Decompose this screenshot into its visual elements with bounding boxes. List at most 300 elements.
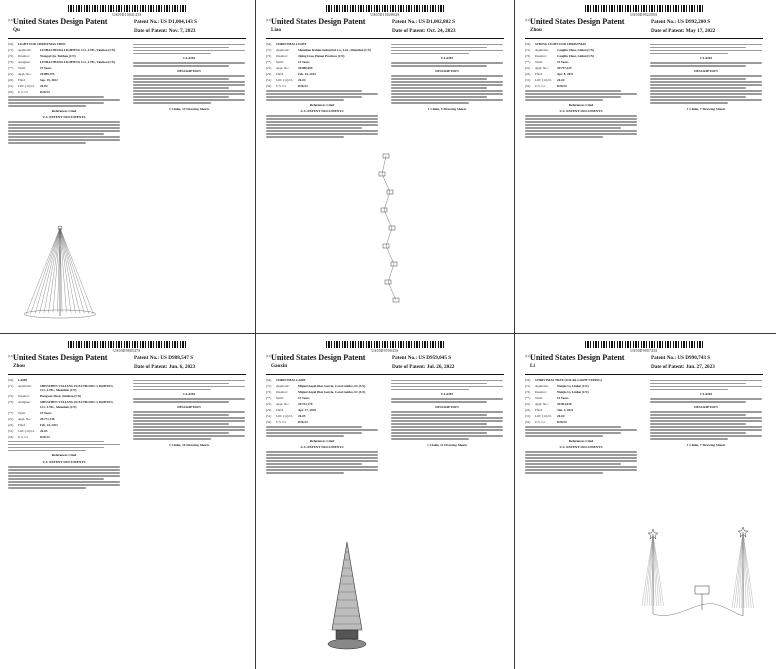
term-value: 15 Years <box>557 60 569 64</box>
text-line <box>525 127 621 129</box>
claim-heading: CLAIM <box>441 392 453 396</box>
text-line <box>525 136 603 138</box>
patent-number-row <box>392 355 451 361</box>
patent-number-row <box>134 355 193 361</box>
term-value: 15 Years <box>557 396 569 400</box>
text-line <box>650 432 746 434</box>
assignee-label: Assignee: <box>18 400 31 405</box>
inventor-value: Wangqi Qu, Taizhou (CN) <box>40 54 76 58</box>
text-line <box>525 118 637 120</box>
text-line <box>391 389 469 391</box>
loc-class-label: LOC (14) Cl. <box>276 78 294 82</box>
text-line <box>650 62 762 64</box>
claims-count: 1 Claim, 16 Drawing Sheets <box>168 442 210 447</box>
patent-number: US D990,743 S <box>677 355 711 361</box>
design-title <box>525 378 637 382</box>
text-line <box>391 414 487 416</box>
patent-page <box>260 2 510 328</box>
term-code: (**) <box>8 66 14 70</box>
patent-number-label: Patent No.: <box>651 355 677 361</box>
text-line <box>650 84 762 86</box>
term-label: Term: <box>18 66 26 70</box>
applicant-value: SHENZHEN YULIANG ELECTRONIC LIGHTING CO., LTD., Shenzhen (CN) <box>40 384 113 393</box>
text-line <box>266 127 362 129</box>
right-column <box>650 378 762 447</box>
application-number-value: 29/889,703 <box>40 72 55 76</box>
text-line <box>391 429 503 431</box>
text-line <box>8 121 120 123</box>
text-line <box>391 81 503 83</box>
text-line <box>525 96 621 98</box>
text-line <box>650 96 746 98</box>
term-value: 15 Years <box>40 66 52 70</box>
text-line <box>133 96 229 98</box>
claim-heading: CLAIM <box>183 56 195 60</box>
patent-date-label: Date of Patent: <box>651 364 685 370</box>
applicant-value: Shenzhen Kaidee Industrial Co., Ltd., Shenzhen (CN) <box>298 48 371 52</box>
assignee-code: (73) <box>8 400 14 405</box>
text-line <box>266 454 378 456</box>
text-line <box>8 136 120 138</box>
text-line <box>650 429 762 431</box>
text-line <box>391 53 469 55</box>
barcode <box>585 341 703 348</box>
inventor <box>266 390 378 394</box>
text-line <box>8 466 120 468</box>
text-line <box>391 417 503 419</box>
patent-number: US D959,045 S <box>418 355 452 361</box>
inventor-value: Jiping Liao, Henan Province (CN) <box>298 54 345 58</box>
us-class-code: (52) <box>8 90 14 94</box>
text-line <box>525 426 621 428</box>
term-code: (**) <box>8 410 14 415</box>
loc-class-label: LOC (14) Cl. <box>18 428 36 433</box>
left-column <box>266 378 378 475</box>
text-line <box>133 47 229 49</box>
text-line <box>133 87 229 89</box>
text-line <box>266 466 378 468</box>
text-line <box>525 472 603 474</box>
design-title <box>525 42 637 46</box>
us-documents-heading: U.S. PATENT DOCUMENTS <box>300 108 344 113</box>
filed-date-value: Sep. 19, 2022 <box>40 78 58 82</box>
text-line <box>391 423 487 425</box>
text-line <box>391 84 503 86</box>
applicant-code: (71) <box>266 48 272 52</box>
design-title-code: (54) <box>8 378 14 382</box>
barcode-number: US00D1002802S <box>370 13 400 17</box>
barcode-number: US00D1004143S <box>112 13 142 17</box>
text-line <box>650 435 762 437</box>
text-line <box>266 463 362 465</box>
patent-date: Nov. 7, 2023 <box>168 28 196 34</box>
inventor-label: Inventor: <box>18 394 30 399</box>
us-class-value: D26/24 <box>40 434 50 439</box>
inventor-label: Inventor: <box>276 390 288 394</box>
text-line <box>650 102 728 104</box>
loc-class-value: 26-04 <box>557 78 565 82</box>
patent-date: Jun. 6, 2023 <box>168 364 196 370</box>
loc-class-label: LOC (14) Cl. <box>535 414 553 418</box>
text-line <box>8 475 120 477</box>
loc-class <box>8 429 120 433</box>
application-number-label: Appl. No.: <box>18 72 32 76</box>
assignee <box>8 60 120 64</box>
application-number-code: (21) <box>266 402 272 406</box>
text-line <box>391 102 469 104</box>
applicant-label: Applicant: <box>18 384 32 388</box>
term-label: Term: <box>276 396 284 400</box>
text-line <box>133 411 245 413</box>
description-heading: DESCRIPTION <box>177 404 201 409</box>
text-line <box>391 96 487 98</box>
loc-class-code: (51) <box>266 78 272 82</box>
text-line <box>525 451 637 453</box>
loc-class-label: LOC (14) Cl. <box>276 414 294 418</box>
references-heading: References Cited <box>309 438 335 443</box>
us-class-label: U.S. Cl. <box>535 84 546 88</box>
inventor <box>8 54 120 58</box>
text-line <box>133 426 245 428</box>
text-line <box>391 62 503 64</box>
text-line <box>650 380 762 382</box>
filed-date-value: Feb. 24, 2021 <box>40 422 58 427</box>
inventor <box>525 390 637 394</box>
text-line <box>391 386 503 388</box>
filed-date-code: (22) <box>525 408 531 412</box>
text-line <box>8 469 120 471</box>
text-line <box>650 87 746 89</box>
text-line <box>391 398 503 400</box>
string-light-drawing <box>356 152 416 322</box>
us-class-code: (52) <box>266 420 272 424</box>
text-line <box>650 75 762 77</box>
column-divider <box>255 0 256 669</box>
loc-class <box>266 414 378 418</box>
loc-class-code: (51) <box>8 84 14 88</box>
text-line <box>391 78 487 80</box>
patent-number: US D992,200 S <box>677 19 711 25</box>
loc-class-value: 26-05 <box>298 414 306 418</box>
barcode-number: US00D959045S <box>371 349 399 353</box>
inventor <box>8 394 120 398</box>
application-number <box>266 402 378 406</box>
us-documents-heading: U.S. PATENT DOCUMENTS <box>559 444 603 449</box>
term <box>525 60 637 64</box>
text-line <box>650 420 762 422</box>
text-line <box>525 124 637 126</box>
loc-class <box>525 78 637 82</box>
text-line <box>8 450 86 452</box>
term <box>8 66 120 70</box>
us-documents-heading: U.S. PATENT DOCUMENTS <box>42 114 86 119</box>
inventor <box>266 54 378 58</box>
text-line <box>266 90 362 92</box>
text-line <box>8 133 104 135</box>
text-line <box>266 472 344 474</box>
description-heading: DESCRIPTION <box>177 68 201 73</box>
inventor-value: Hongyan Zhou, Xinzhou (CN) <box>40 394 82 399</box>
inventor-code: (72) <box>525 390 531 394</box>
inventor-short: Zhou <box>530 27 542 33</box>
us-class <box>525 420 637 424</box>
term-label: Term: <box>276 60 284 64</box>
loc-class-code: (51) <box>525 78 531 82</box>
header-title: United States Design Patent <box>13 17 108 26</box>
text-line <box>650 53 728 55</box>
patent-number-row <box>134 19 197 25</box>
text-line <box>391 50 503 52</box>
kind-code: (12) <box>8 354 14 358</box>
text-line <box>525 121 637 123</box>
text-line <box>8 441 104 443</box>
text-line <box>133 429 245 431</box>
text-line <box>133 84 245 86</box>
description-heading: DESCRIPTION <box>694 68 718 73</box>
text-line <box>133 90 245 92</box>
design-title-code: (54) <box>8 42 14 46</box>
us-class <box>266 420 378 424</box>
term <box>8 411 120 415</box>
application-number <box>8 417 120 421</box>
patent-header <box>8 17 246 39</box>
application-number-code: (21) <box>525 66 531 70</box>
text-line <box>133 81 245 83</box>
text-line <box>133 380 245 382</box>
text-line <box>133 93 245 95</box>
text-line <box>525 93 637 95</box>
text-line <box>650 417 762 419</box>
us-class-label: U.S. Cl. <box>18 90 29 94</box>
left-column <box>266 42 378 139</box>
inventor-value: Wenjie Li, Linhai (CN) <box>557 390 589 394</box>
claims-count: 1 Claim, 14 Drawing Sheets <box>168 106 210 111</box>
term-code: (**) <box>525 396 531 400</box>
inventor <box>525 54 637 58</box>
text-line <box>650 44 762 46</box>
text-line <box>391 432 487 434</box>
applicant-label: Applicant: <box>276 48 290 52</box>
design-title-value: LIGHT FOR CHRISTMAS TREE <box>18 42 66 46</box>
filed-date-label: Filed: <box>535 72 543 76</box>
text-line <box>391 380 503 382</box>
text-line <box>8 105 86 107</box>
application-number-value: 29/757,329 <box>557 66 572 70</box>
text-line <box>8 484 120 486</box>
patent-date-label: Date of Patent: <box>134 28 168 34</box>
text-line <box>133 420 245 422</box>
barcode <box>326 341 444 348</box>
left-column <box>525 378 637 475</box>
text-line <box>650 47 746 49</box>
inventor-short: Zhou <box>13 363 25 369</box>
text-line <box>650 414 746 416</box>
applicant-code: (71) <box>525 384 531 388</box>
barcode <box>585 5 703 12</box>
references-heading: References Cited <box>568 438 594 443</box>
us-class-value: D26/24 <box>298 84 308 88</box>
loc-class-value: 26-05 <box>40 428 48 433</box>
kind-code: (12) <box>525 18 531 22</box>
text-line <box>525 463 621 465</box>
text-line <box>133 438 211 440</box>
application-number-label: Appl. No.: <box>535 402 549 406</box>
loc-class <box>266 78 378 82</box>
text-line <box>525 90 621 92</box>
inventor-label: Inventor: <box>535 54 547 58</box>
patent-date: May 17, 2022 <box>685 28 716 34</box>
patent-date: Oct. 24, 2023 <box>426 28 456 34</box>
references-heading: References Cited <box>51 453 77 458</box>
design-title-code: (54) <box>266 42 272 46</box>
us-class-label: U.S. Cl. <box>276 420 287 424</box>
barcode <box>326 5 444 12</box>
text-line <box>525 469 637 471</box>
text-line <box>266 96 362 98</box>
design-title-code: (54) <box>266 378 272 382</box>
inventor-short: Liao <box>271 27 282 33</box>
inventor-label: Inventor: <box>18 54 30 58</box>
us-documents-heading: U.S. PATENT DOCUMENTS <box>300 444 344 449</box>
us-class-value: D26/24 <box>557 84 567 88</box>
loc-class-value: 26-04 <box>298 78 306 82</box>
text-line <box>8 444 120 446</box>
applicant-label: Applicant: <box>18 48 32 52</box>
patent-date: Jun. 27, 2023 <box>685 364 715 370</box>
text-line <box>650 90 762 92</box>
patent-date-row <box>392 28 456 34</box>
text-line <box>525 130 637 132</box>
applicant <box>8 48 120 52</box>
text-line <box>391 435 503 437</box>
patent-page <box>260 338 510 664</box>
term <box>525 396 637 400</box>
term-value: 15 Years <box>298 60 310 64</box>
claim-heading: CLAIM <box>700 56 712 60</box>
text-line <box>525 133 637 135</box>
text-line <box>8 130 120 132</box>
text-line <box>266 118 378 120</box>
inventor-code: (72) <box>266 390 272 394</box>
claims-count: 1 Claim, 7 Drawing Sheets <box>686 106 726 111</box>
text-line <box>650 389 728 391</box>
design-title <box>266 378 378 382</box>
text-line <box>650 50 762 52</box>
text-line <box>525 432 621 434</box>
barcode-number: US00D990743S <box>630 349 658 353</box>
text-line <box>650 423 746 425</box>
text-line <box>133 50 245 52</box>
application-number <box>525 402 637 406</box>
design-title-value: LAMP <box>18 378 28 382</box>
inventor-label: Inventor: <box>276 54 288 58</box>
patent-number-label: Patent No.: <box>651 19 677 25</box>
text-line <box>133 401 229 403</box>
header-title: United States Design Patent <box>271 17 366 26</box>
text-line <box>133 435 245 437</box>
text-line <box>8 139 120 141</box>
text-line <box>266 121 378 123</box>
filed-date-label: Filed: <box>18 78 26 82</box>
application-number <box>266 66 378 70</box>
patent-number-label: Patent No.: <box>392 19 418 25</box>
assignee-code: (73) <box>8 60 14 64</box>
us-class-value: D26/24 <box>557 420 567 424</box>
inventor-label: Inventor: <box>535 390 547 394</box>
text-line <box>133 389 211 391</box>
design-title-value: STRING LIGHT FOR CHRISTMAS <box>535 42 587 46</box>
text-line <box>391 99 503 101</box>
text-line <box>266 460 378 462</box>
references-heading: References Cited <box>309 102 335 107</box>
application-number-code: (21) <box>8 416 14 421</box>
description-heading: DESCRIPTION <box>694 404 718 409</box>
text-line <box>266 133 378 135</box>
text-line <box>391 47 487 49</box>
text-line <box>525 460 637 462</box>
us-class-value: D26/24 <box>298 420 308 424</box>
text-line <box>650 93 762 95</box>
patent-number-row <box>392 19 455 25</box>
text-line <box>133 75 245 77</box>
claim-heading: CLAIM <box>700 392 712 396</box>
header-title: United States Design Patent <box>271 353 366 362</box>
term-label: Term: <box>535 396 543 400</box>
filed-date <box>266 72 378 76</box>
patent-number-label: Patent No.: <box>134 19 160 25</box>
applicant-label: Applicant: <box>535 48 549 52</box>
kind-code: (12) <box>8 18 14 22</box>
inventor-code: (72) <box>525 54 531 58</box>
term-label: Term: <box>18 410 26 415</box>
barcode-number: US00D992200S <box>630 13 658 17</box>
patent-number-label: Patent No.: <box>392 355 418 361</box>
text-line <box>8 124 120 126</box>
applicant <box>266 384 378 388</box>
us-class-code: (52) <box>525 420 531 424</box>
text-line <box>525 454 637 456</box>
term-value: 15 Years <box>40 410 52 415</box>
column-divider <box>514 0 515 669</box>
applicant-code: (71) <box>8 48 14 52</box>
application-number-code: (21) <box>525 402 531 406</box>
design-title-value: CHRISTMAS LAMP <box>276 378 306 382</box>
applicant <box>525 384 637 388</box>
text-line <box>650 99 762 101</box>
right-column <box>133 378 245 447</box>
text-line <box>391 438 469 440</box>
inventor-short: Li <box>530 363 535 369</box>
text-line <box>8 487 86 489</box>
patent-date-label: Date of Patent: <box>134 364 168 370</box>
loc-class-label: LOC (14) Cl. <box>18 84 36 88</box>
patent-number-label: Patent No.: <box>134 355 160 361</box>
text-line <box>266 115 378 117</box>
application-number-value: 29/854,028 <box>557 402 572 406</box>
text-line <box>266 432 362 434</box>
us-documents-heading: U.S. PATENT DOCUMENTS <box>42 459 86 464</box>
us-class-label: U.S. Cl. <box>18 434 29 439</box>
application-number-code: (21) <box>266 66 272 70</box>
text-line <box>650 398 762 400</box>
text-line <box>133 398 245 400</box>
assignee <box>8 400 120 409</box>
filed-date-value: Apr. 17, 2020 <box>298 408 316 412</box>
right-column <box>650 42 762 111</box>
loc-class-value: 26-04 <box>557 414 565 418</box>
text-line <box>8 481 120 483</box>
term-code: (**) <box>525 60 531 64</box>
